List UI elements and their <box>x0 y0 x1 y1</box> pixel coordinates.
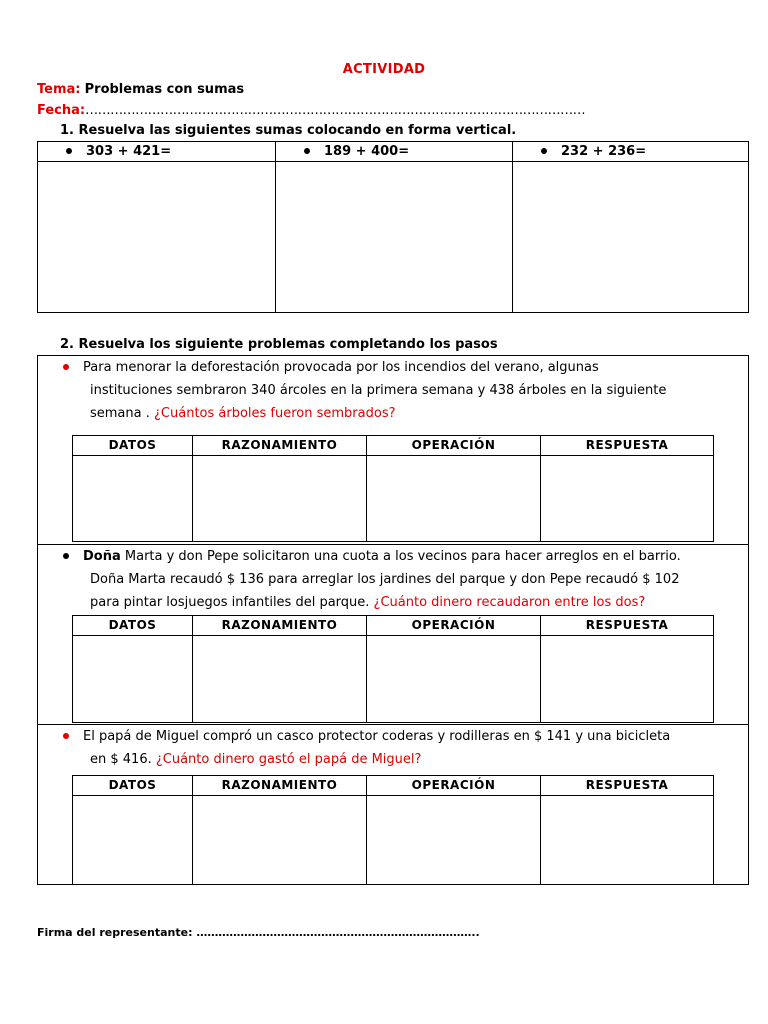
tema-line <box>37 82 244 97</box>
bullet-icon <box>63 553 69 559</box>
sum-cell-1[interactable] <box>38 142 276 312</box>
sum-cell-2[interactable] <box>276 142 513 312</box>
col-razonamiento: RAZONAMIENTO <box>221 618 338 632</box>
col-datos: DATOS <box>108 778 157 792</box>
bullet-icon <box>66 148 72 154</box>
sum-item-1: 303 + 421= <box>66 144 171 159</box>
sum-item-3: 232 + 236= <box>541 144 646 159</box>
problem-3-steps-table <box>72 775 714 885</box>
signature-label: Firma del representante: <box>37 926 193 939</box>
col-operacion: OPERACIÓN <box>411 778 496 792</box>
signature-line <box>37 926 480 939</box>
problem-3-question: ¿Cuánto dinero gastó el papá de Miguel? <box>155 752 422 767</box>
col-datos: DATOS <box>108 438 157 452</box>
col-operacion: OPERACIÓN <box>411 438 496 452</box>
sums-table <box>37 141 749 313</box>
fecha-label: Fecha: <box>37 103 86 118</box>
bullet-icon <box>541 148 547 154</box>
col-respuesta: RESPUESTA <box>585 438 669 452</box>
col-razonamiento: RAZONAMIENTO <box>221 438 338 452</box>
col-razonamiento: RAZONAMIENTO <box>221 778 338 792</box>
section2-heading: 2. Resuelva los siguiente problemas completando los pasos <box>60 337 498 352</box>
sum-item-2: 189 + 400= <box>304 144 409 159</box>
fecha-dots: ………………………………………………………………………………………………………… <box>85 103 586 118</box>
problem-3: El papá de Miguel compró un casco protector coderas y rodilleras en $ 141 y una bicicleta en $ 416. ¿Cuánto dinero gastó el papá de Miguel? <box>63 725 670 771</box>
col-respuesta: RESPUESTA <box>585 778 669 792</box>
tema-value: Problemas con sumas <box>84 82 245 97</box>
problem-1: Para menorar la deforestación provocada por los incendios del verano, algunas instituciones sembraron 340 árcoles en la primera semana y 438 árboles en la siguiente semana . ¿Cuántos árboles fueron sembrados? <box>63 356 666 425</box>
problem-2-steps-table <box>72 615 714 723</box>
bullet-icon <box>63 733 69 739</box>
bullet-icon <box>63 364 69 370</box>
fecha-line <box>37 103 585 118</box>
signature-dots[interactable]: ………………………………………………………………….. <box>192 926 480 939</box>
problem-1-steps-table <box>72 435 714 542</box>
problem-2-question: ¿Cuánto dinero recaudaron entre los dos? <box>373 595 646 610</box>
page-title: ACTIVIDAD <box>342 62 426 77</box>
problem-2: Doña Marta y don Pepe solicitaron una cuota a los vecinos para hacer arreglos en el barrio. Doña Marta recaudó $ 136 para arreglar los jardines del parque y don Pepe recaudó $ 102 para pintar losjuegos infantiles del parque. ¿Cuánto dinero recaudaron entre los dos? <box>63 545 681 614</box>
bullet-icon <box>304 148 310 154</box>
problem-1-question: ¿Cuántos árboles fueron sembrados? <box>154 406 396 421</box>
tema-label: Tema: <box>37 82 81 97</box>
col-respuesta: RESPUESTA <box>585 618 669 632</box>
col-operacion: OPERACIÓN <box>411 618 496 632</box>
col-datos: DATOS <box>108 618 157 632</box>
section1-heading: 1. Resuelva las siguientes sumas colocando en forma vertical. <box>60 123 517 138</box>
